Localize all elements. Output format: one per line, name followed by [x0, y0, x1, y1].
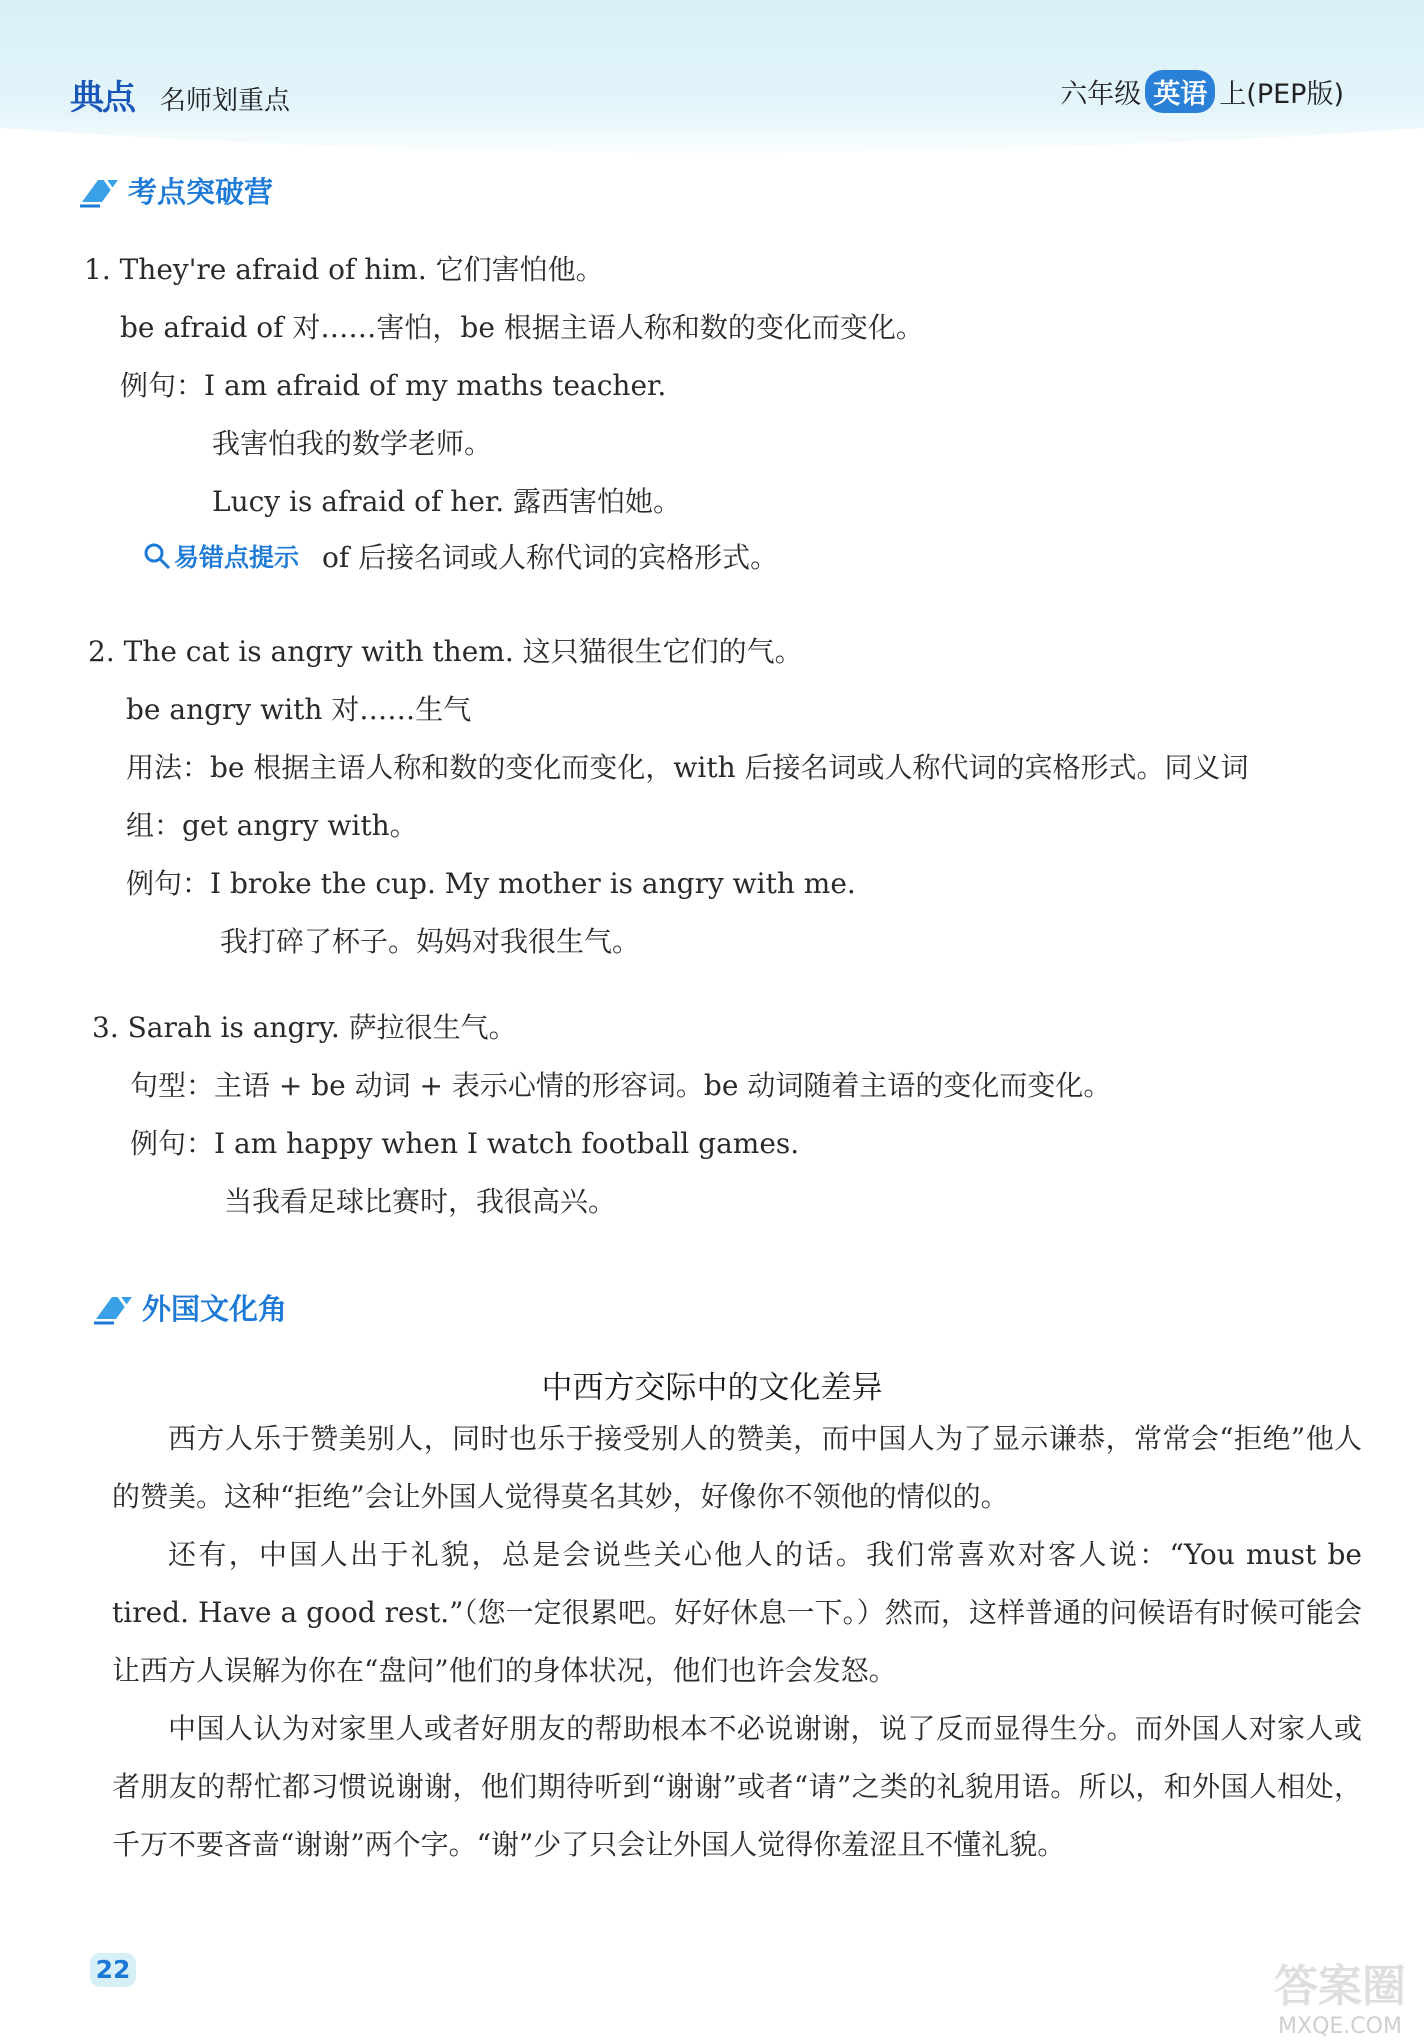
- book-pen-icon: [92, 1291, 136, 1325]
- section-title-exam-points: 考点突破营: [78, 170, 273, 211]
- item1-line3: 例句：I am afraid of my maths teacher.: [120, 369, 667, 402]
- item1-tip-text: of 后接名词或人称代词的宾格形式。: [322, 541, 779, 574]
- item1-line5: Lucy is afraid of her. 露西害怕她。: [212, 485, 682, 518]
- item3-line3: 例句：I am happy when I watch football games.: [130, 1127, 800, 1160]
- item2-line3: 用法：be 根据主语人称和数的变化而变化，with 后接名词或人称代词的宾格形式。同义词: [126, 751, 1249, 784]
- item2-line6: 我打碎了杯子。妈妈对我很生气。: [220, 925, 641, 958]
- article-paragraph-1: 西方人乐于赞美别人，同时也乐于接受别人的赞美，而中国人为了显示谦恭，常常会“拒绝”他人的赞美。这种“拒绝”会让外国人觉得莫名其妙，好像你不领他的情似的。: [112, 1422, 1362, 1513]
- article-paragraph-3: 中国人认为对家里人或者好朋友的帮助根本不必说谢谢，说了反而显得生分。而外国人对家人或者朋友的帮忙都习惯说谢谢，他们期待听到“谢谢”或者“请”之类的礼貌用语。所以，和外国人相处，千万不要吝啬“谢谢”两个字。“谢”少了只会让外国人觉得你羞涩且不懂礼貌。: [112, 1712, 1362, 1861]
- item3-line1: 3. Sarah is angry. 萨拉很生气。: [92, 1011, 517, 1044]
- item3-line2: 句型：主语 + be 动词 + 表示心情的形容词。be 动词随着主语的变化而变化。: [130, 1069, 1112, 1102]
- article-paragraph-2: 还有，中国人出于礼貌，总是会说些关心他人的话。我们常喜欢对客人说：“You must be tired. Have a good rest.”（您一定很累吧。好好休息一下。）然而，这样普通的问候语有时候可能会让西方人误解为你在“盘问”他们的身体状况，他们也许会发怒。: [112, 1538, 1362, 1687]
- item1-line2: be afraid of 对……害怕，be 根据主语人称和数的变化而变化。: [120, 311, 924, 344]
- brand-name: 名师划重点: [160, 86, 291, 116]
- magnifier-icon: [142, 541, 172, 571]
- subject-badge: 英语: [1145, 70, 1215, 113]
- grade-prefix: 六年级: [1060, 79, 1142, 110]
- page-header: [0, 0, 1424, 160]
- item2-line1: 2. The cat is angry with them. 这只猫很生它们的气。: [88, 635, 803, 668]
- item2-line4: 组：get angry with。: [126, 809, 418, 842]
- error-tip-label: 易错点提示: [142, 538, 299, 574]
- article-title: 中西方交际中的文化差异: [541, 1370, 883, 1406]
- page-number: 22: [90, 1953, 136, 1987]
- item3-line4: 当我看足球比赛时，我很高兴。: [224, 1185, 617, 1218]
- watermark: [1274, 1950, 1406, 2039]
- watermark-top: 答案圈: [1274, 1961, 1406, 2012]
- watermark-bottom: MXQE.COM: [1278, 2014, 1402, 2039]
- book-pen-icon: [78, 174, 122, 208]
- item2-line5: 例句：I broke the cup. My mother is angry with me.: [126, 867, 856, 900]
- header-wave-icon: [0, 118, 1424, 178]
- item2-line2: be angry with 对……生气: [126, 693, 472, 726]
- grade-label: [1060, 70, 1344, 113]
- brand-logo: 典点: [70, 78, 134, 118]
- section-title-culture: 外国文化角: [92, 1287, 287, 1328]
- item1-line1: 1. They're afraid of him. 它们害怕他。: [84, 253, 604, 286]
- item1-line4: 我害怕我的数学老师。: [212, 427, 493, 460]
- grade-suffix: 上(PEP版): [1219, 79, 1344, 110]
